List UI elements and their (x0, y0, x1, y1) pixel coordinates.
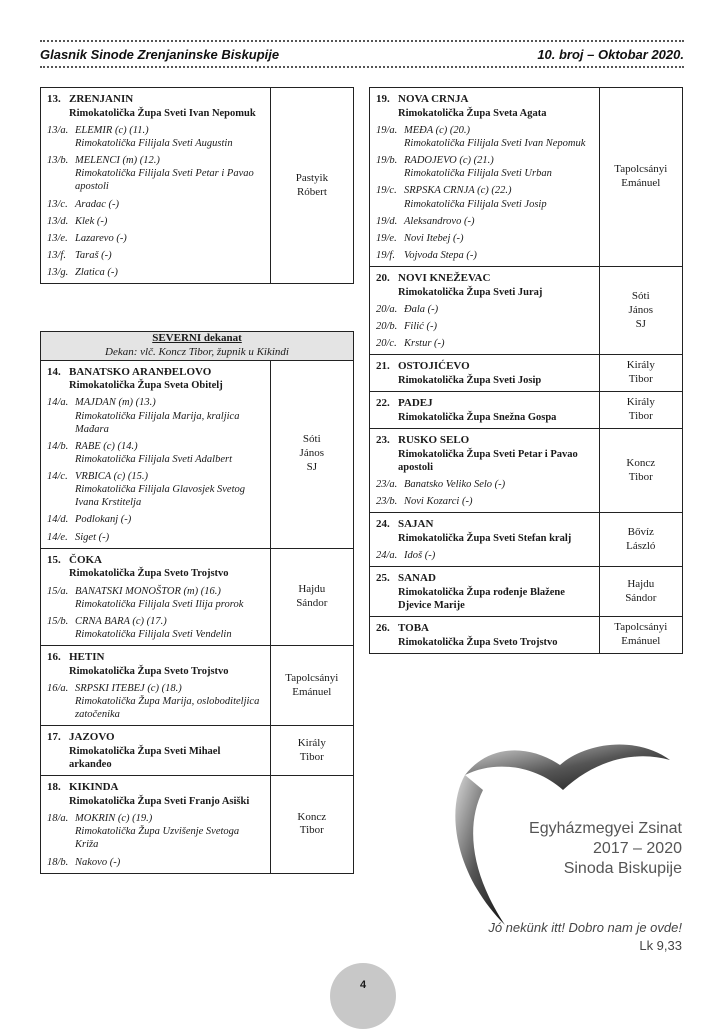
parish-row (370, 392, 683, 429)
parish-title (376, 434, 593, 448)
parish-number: 26. (376, 622, 390, 635)
parish-cell (370, 355, 600, 392)
filial-details (75, 470, 264, 509)
priest-cell (599, 267, 682, 355)
filial-name: Aleksandrovo (-) (404, 215, 475, 227)
filial-number: 13/e. (47, 232, 68, 244)
priest-cell (599, 88, 682, 267)
parish-name: SANAD (398, 572, 436, 585)
filial-details (75, 682, 264, 721)
filial-name: Novi Itebej (-) (404, 232, 464, 244)
parish-number: 16. (47, 651, 61, 663)
filial-name: Siget (-) (75, 531, 110, 543)
filial-church: Rimokatolička Filijala Sveti Adalbert (75, 453, 232, 465)
filial-item (47, 531, 264, 544)
filial-number: 24/a. (376, 550, 398, 562)
parish-title (376, 518, 593, 532)
priest-name: Tapolcsányi Emánuel (614, 621, 668, 648)
parish-church: Rimokatolička Župa Sveti Stefan kralj (398, 533, 572, 544)
parish-name: SAJAN (398, 518, 434, 531)
parish-church: Rimokatolička Župa Sveti Josip (398, 375, 542, 386)
filial-name: Banatsko Veliko Selo (-) (404, 479, 506, 490)
parish-name: BANATSKO ARANĐELOVO (69, 365, 212, 378)
parish-row (370, 513, 683, 567)
filial-number: 19/a. (376, 124, 398, 136)
filial-details (404, 549, 593, 562)
parish-church: Rimokatolička Župa Sveta Agata (398, 107, 547, 119)
page-number: 4 (359, 979, 367, 991)
filial-details (75, 266, 264, 279)
filial-name: Krstur (-) (404, 338, 445, 350)
parish-cell (41, 360, 271, 548)
filial-details (404, 249, 593, 262)
page-header (40, 40, 684, 70)
parish-table-zrenjanin (40, 87, 354, 284)
filial-details (75, 249, 264, 262)
priest-name: Király Tibor (297, 737, 326, 763)
parish-number: 22. (376, 397, 390, 410)
filial-details (75, 812, 264, 851)
parish-title (47, 554, 264, 568)
filial-church: Rimokatolička Filijala Sveti Ivan Nepomuk (404, 138, 586, 149)
parish-name: OSTOJIĆEVO (398, 360, 470, 373)
parish-entry (41, 549, 270, 645)
filial-number: 14/d. (47, 514, 69, 526)
filial-name: BANATSKI MONOŠTOR (m) (16.) (75, 585, 221, 597)
filial-name: RADOJEVO (c) (21.) (404, 155, 494, 167)
filial-item (47, 812, 264, 851)
parish-church: Rimokatolička Župa Snežna Gospa (398, 411, 557, 423)
filial-item (376, 124, 593, 150)
parish-row (370, 267, 683, 355)
priest-cell (270, 548, 353, 645)
parish-cell (370, 267, 600, 355)
parish-church: Rimokatolička Župa Sveti Ivan Nepomuk (69, 107, 256, 119)
parish-title (47, 93, 264, 107)
filial-number: 13/g. (47, 267, 69, 278)
filial-item (376, 320, 593, 333)
filial-item (47, 513, 264, 526)
filial-name: Lazarevo (-) (75, 232, 127, 244)
priest-name: Tapolcsányi Emánuel (614, 163, 668, 189)
filial-church: Rimokatolička Filijala Sveti Vendelin (75, 628, 232, 640)
parish-title (376, 572, 593, 586)
filial-item (47, 856, 264, 869)
filial-number: 13/d. (47, 215, 69, 227)
filial-church: Rimokatolička Filijala Marija, kraljica Mađara (75, 410, 240, 435)
parish-number: 17. (47, 731, 61, 744)
filial-name: VRBICA (c) (15.) (75, 471, 148, 482)
parish-church: Rimokatolička Župa rođenje Blažene Djevice Marije (398, 587, 565, 612)
filial-church: Rimokatolička Filijala Sveti Petar i Pavao apostoli (75, 168, 254, 193)
parish-row (41, 726, 354, 776)
issue-info: 10. broj – Oktobar 2020. (537, 47, 684, 62)
filial-number: 15/b. (47, 615, 69, 627)
bible-verse: Lk 9,33 (639, 938, 682, 953)
filial-number: 13/c. (47, 198, 68, 210)
priest-name: Tapolcsányi Emánuel (285, 671, 339, 698)
parish-entry (370, 429, 599, 512)
parish-church: Rimokatolička Župa Sveto Trojstvo (69, 665, 229, 677)
filial-item (47, 396, 264, 435)
filial-name: CRNA BARA (c) (17.) (75, 615, 167, 627)
parish-name: KIKINDA (69, 781, 119, 794)
priest-cell (270, 726, 353, 776)
filial-name: MAJDAN (m) (13.) (75, 397, 156, 409)
filial-item (376, 478, 593, 491)
priest-cell (599, 513, 682, 567)
filial-number: 18/a. (47, 813, 69, 825)
priest-name: Koncz Tibor (626, 456, 656, 483)
filial-church: Rimokatolička Filijala Sveti Urban (404, 168, 552, 180)
priest-cell (599, 392, 682, 429)
priest-cell (599, 567, 682, 617)
parish-cell (370, 567, 600, 617)
parish-number: 13. (47, 93, 61, 105)
parish-entry (41, 646, 270, 725)
priest-name: Hajdu Sándor (625, 578, 657, 604)
filial-details (75, 856, 264, 869)
filial-item (47, 215, 264, 228)
dekanat-row (41, 332, 354, 361)
filial-item (47, 682, 264, 721)
filial-number: 23/b. (376, 496, 398, 508)
filial-number: 14/e. (47, 531, 68, 543)
filial-item (376, 337, 593, 350)
parish-title (47, 651, 264, 665)
parish-row (370, 88, 683, 267)
filial-item (47, 198, 264, 211)
filial-details (75, 585, 264, 611)
filial-item (376, 249, 593, 262)
filial-name: ELEMIR (c) (11.) (75, 124, 149, 136)
parish-cell (370, 513, 600, 567)
filial-item (47, 266, 264, 279)
parish-entry (370, 355, 599, 391)
filial-name: MOKRIN (c) (19.) (75, 813, 153, 825)
parish-row (41, 776, 354, 873)
filial-item (47, 440, 264, 466)
filial-number: 15/a. (47, 585, 69, 597)
filial-name: Filić (-) (404, 321, 437, 332)
priest-cell (599, 355, 682, 392)
priest-name: Hajdu Sándor (296, 583, 328, 609)
filial-church: Rimokatolička Filijala Sveti Augustin (75, 138, 233, 149)
filial-name: Đala (-) (404, 303, 439, 315)
parish-number: 18. (47, 781, 61, 794)
parish-cell (41, 726, 271, 776)
priest-name: Bővíz László (626, 526, 656, 552)
priest-cell (270, 360, 353, 548)
parish-title (376, 93, 593, 107)
dekanat-header (41, 332, 354, 361)
filial-number: 14/c. (47, 471, 68, 482)
filial-name: MEĐA (c) (20.) (404, 124, 470, 136)
priest-cell (270, 88, 353, 284)
filial-details (404, 154, 593, 180)
parish-name: RUSKO SELO (398, 434, 470, 446)
filial-details (75, 513, 264, 526)
logo-line-2: 2017 – 2020 (593, 840, 682, 857)
parish-cell (41, 88, 271, 284)
parish-cell (370, 617, 600, 654)
filial-item (47, 124, 264, 150)
parish-name: NOVI KNEŽEVAC (398, 272, 491, 284)
slogan: Jó nekünk itt! Dobro nam je ovde! (488, 920, 682, 935)
logo-line-3: Sinoda Biskupije (563, 860, 682, 877)
filial-church: Rimokatolička Župa Uzvišenje Svetoga Križa (75, 826, 240, 851)
parish-number: 21. (376, 360, 390, 373)
filial-number: 19/d. (376, 215, 398, 227)
filial-number: 19/c. (376, 185, 397, 197)
parish-cell (370, 392, 600, 429)
filial-item (376, 215, 593, 228)
parish-row (41, 548, 354, 645)
logo-line-1: Egyházmegyei Zsinat (529, 820, 682, 837)
parish-name: ČOKA (69, 553, 102, 566)
priest-cell (599, 429, 682, 513)
filial-number: 13/b. (47, 155, 69, 167)
filial-item (376, 184, 593, 210)
parish-entry (370, 513, 599, 566)
parish-church: Rimokatolička Župa Sveta Obitelj (69, 380, 223, 392)
filial-name: Vojvoda Stepa (-) (404, 249, 477, 261)
priest-name: Sóti János SJ (628, 290, 653, 330)
filial-details (75, 440, 264, 466)
parish-number: 23. (376, 434, 390, 446)
filial-number: 13/a. (47, 124, 69, 136)
parish-title (376, 272, 593, 286)
parish-church: Rimokatolička Župa Sveto Trojstvo (398, 637, 558, 648)
parish-row (41, 646, 354, 726)
parish-entry (370, 392, 599, 428)
parish-church: Rimokatolička Župa Sveti Mihael arkanđeo (69, 746, 221, 771)
parish-title (47, 731, 264, 745)
parish-title (47, 366, 264, 380)
parish-number: 20. (376, 272, 390, 284)
filial-name: SRPSKA CRNJA (c) (22.) (404, 185, 512, 197)
parish-title (376, 622, 593, 636)
publication-title: Glasnik Sinode Zrenjaninske Biskupije (40, 47, 280, 62)
parish-row (370, 567, 683, 617)
filial-details (75, 154, 264, 193)
parish-church: Rimokatolička Župa Sveti Petar i Pavao apostoli (398, 448, 578, 473)
filial-item (376, 495, 593, 508)
filial-number: 19/f. (376, 249, 395, 261)
header-dotted-rule-bottom (40, 66, 684, 68)
filial-details (404, 495, 593, 508)
filial-item (47, 470, 264, 509)
filial-item (47, 232, 264, 245)
parish-row (41, 88, 354, 284)
filial-item (47, 154, 264, 193)
filial-name: Novi Kozarci (-) (404, 496, 473, 508)
filial-details (75, 396, 264, 435)
parish-cell (41, 776, 271, 873)
parish-cell (370, 429, 600, 513)
parish-entry (41, 361, 270, 548)
parish-cell (41, 646, 271, 726)
filial-name: Idoš (-) (404, 550, 436, 562)
filial-name: SRPSKI ITEBEJ (c) (18.) (75, 682, 182, 694)
filial-name: MELENCI (m) (12.) (75, 155, 160, 167)
filial-number: 14/b. (47, 440, 69, 452)
parish-name: NOVA CRNJA (398, 93, 469, 105)
filial-name: Klek (-) (75, 215, 108, 227)
filial-details (75, 198, 264, 211)
priest-name: Pastyik Róbert (295, 171, 329, 198)
filial-details (404, 232, 593, 245)
parish-cell (41, 548, 271, 645)
priest-cell (599, 617, 682, 654)
parish-entry (370, 88, 599, 266)
filial-details (75, 615, 264, 641)
dekanat-dean: Dekan: vlč. Koncz Tibor, župnik u Kikindi (105, 345, 289, 358)
parish-row (370, 429, 683, 513)
filial-number: 19/b. (376, 155, 398, 167)
filial-item (376, 303, 593, 316)
parish-table-severni (40, 331, 354, 874)
filial-number: 14/a. (47, 397, 69, 409)
filial-church: Rimokatolička Filijala Sveti Ilija prorok (75, 598, 244, 610)
filial-number: 20/a. (376, 303, 398, 315)
parish-entry (370, 617, 599, 653)
filial-church: Rimokatolička Filijala Glavosjek Svetog Ivana Krstitelja (75, 484, 245, 509)
parish-title (47, 781, 264, 795)
filial-details (404, 337, 593, 350)
priest-name: Király Tibor (626, 396, 655, 423)
filial-details (404, 303, 593, 316)
filial-item (47, 249, 264, 262)
filial-details (404, 184, 593, 210)
priest-name: Király Tibor (626, 359, 655, 386)
filial-details (75, 232, 264, 245)
parish-title (376, 397, 593, 411)
parish-entry (41, 88, 270, 283)
parish-title (376, 360, 593, 374)
parish-row (41, 360, 354, 548)
filial-details (75, 124, 264, 150)
parish-cell (370, 88, 600, 267)
filial-church: Rimokatolička Filijala Sveti Josip (404, 198, 547, 210)
parish-entry (41, 726, 270, 775)
priest-cell (270, 776, 353, 873)
parish-name: HETIN (69, 651, 105, 663)
parish-church: Rimokatolička Župa Sveti Franjo Asiški (69, 796, 250, 807)
filial-item (376, 232, 593, 245)
filial-item (47, 615, 264, 641)
filial-details (404, 124, 593, 150)
priest-cell (270, 646, 353, 726)
filial-number: 20/c. (376, 338, 397, 350)
filial-number: 18/b. (47, 856, 69, 868)
parish-entry (41, 776, 270, 872)
priest-name: Sóti János SJ (299, 433, 324, 473)
parish-name: PADEJ (398, 397, 433, 410)
header-dotted-rule-top (40, 40, 684, 42)
filial-item (47, 585, 264, 611)
filial-name: Aradac (-) (75, 198, 120, 210)
filial-details (404, 320, 593, 333)
filial-name: RABE (c) (14.) (75, 440, 138, 452)
parish-name: JAZOVO (69, 731, 115, 744)
filial-name: Taraš (-) (75, 249, 112, 261)
filial-details (404, 478, 593, 491)
parish-entry (370, 567, 599, 616)
filial-number: 23/a. (376, 479, 398, 490)
filial-name: Nakovo (-) (75, 856, 121, 868)
parish-row (370, 617, 683, 654)
filial-item (376, 549, 593, 562)
parish-number: 25. (376, 572, 390, 585)
filial-number: 20/b. (376, 321, 398, 332)
filial-name: Zlatica (-) (75, 267, 118, 278)
parish-number: 15. (47, 553, 61, 566)
filial-details (75, 215, 264, 228)
page-number-badge (330, 963, 396, 1029)
parish-entry (370, 267, 599, 354)
filial-number: 16/a. (47, 682, 69, 694)
parish-row (370, 355, 683, 392)
filial-item (376, 154, 593, 180)
filial-number: 19/e. (376, 232, 397, 244)
parish-name: TOBA (398, 622, 429, 635)
parish-church: Rimokatolička Župa Sveto Trojstvo (69, 568, 229, 580)
parish-number: 24. (376, 518, 390, 531)
filial-details (75, 531, 264, 544)
dekanat-title: SEVERNI dekanat (152, 332, 242, 344)
parish-number: 14. (47, 365, 61, 378)
parish-church: Rimokatolička Župa Sveti Juraj (398, 286, 543, 298)
filial-church: Rimokatolička Župa Marija, osloboditeljica zatočenika (75, 696, 260, 721)
filial-number: 13/f. (47, 249, 66, 261)
parish-number: 19. (376, 93, 390, 105)
priest-name: Koncz Tibor (297, 810, 327, 837)
filial-details (404, 215, 593, 228)
parish-table-right (369, 87, 683, 654)
parish-name: ZRENJANIN (69, 93, 134, 105)
filial-name: Podlokanj (-) (75, 514, 132, 526)
